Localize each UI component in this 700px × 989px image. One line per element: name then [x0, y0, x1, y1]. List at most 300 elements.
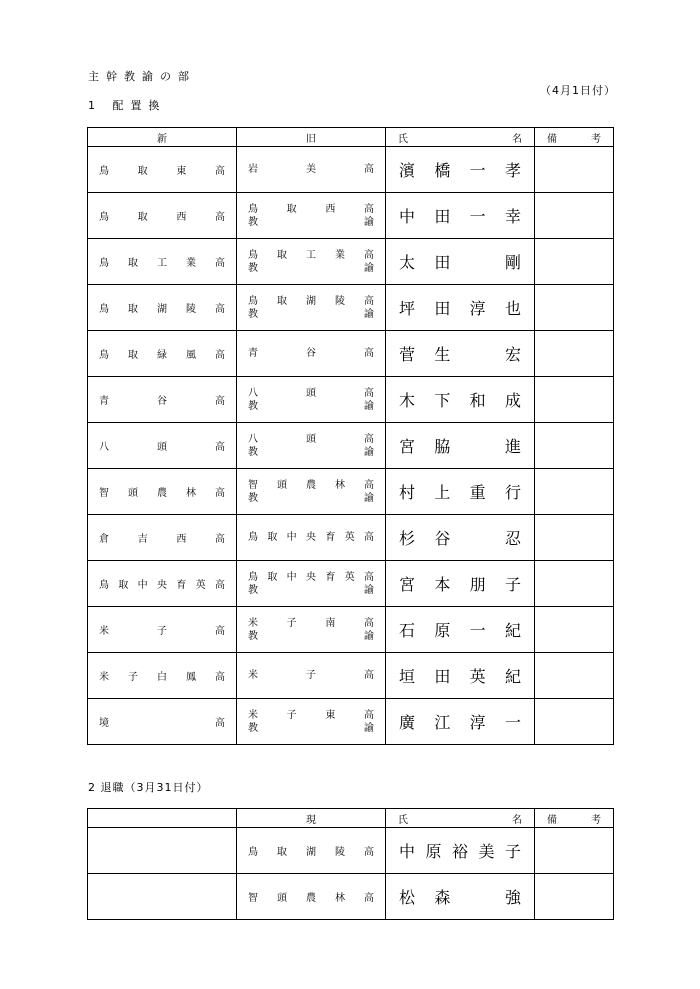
char: 取 [118, 580, 129, 591]
old-school [237, 699, 385, 744]
table-row [88, 285, 614, 331]
char: 取 [267, 532, 278, 543]
person-name-cell [386, 561, 535, 607]
char: 子 [306, 670, 316, 681]
new-school-cell [88, 699, 237, 745]
char: 氏 [398, 814, 408, 826]
char: 諭 [364, 722, 374, 734]
char: 中 [137, 580, 148, 591]
current-school-cell [237, 874, 386, 920]
person-name-cell [386, 423, 535, 469]
char: 智 [248, 893, 258, 904]
old-school-name [248, 531, 374, 544]
name-char: 子 [504, 842, 521, 861]
effective-date: （4月1日付） [540, 84, 616, 97]
remarks-cell [535, 874, 614, 920]
col-header-blank [88, 809, 237, 828]
char: 青 [99, 396, 109, 407]
name-char: 菅 [399, 345, 416, 364]
char: 教 [248, 400, 258, 412]
person-name [386, 342, 534, 365]
char: 諭 [364, 400, 374, 412]
name-char: 和 [469, 391, 486, 410]
old-school-name [248, 295, 374, 308]
char: 智 [248, 479, 258, 491]
char: 智 [99, 488, 109, 499]
name-char: 幸 [504, 207, 521, 226]
table-row [88, 561, 614, 607]
name-char: 田 [434, 299, 451, 318]
char: 高 [363, 709, 374, 721]
new-school [88, 668, 236, 683]
remarks-cell [535, 423, 614, 469]
char: 高 [364, 164, 374, 175]
old-position [248, 492, 374, 505]
old-school-name [248, 203, 374, 216]
name-char: 松 [399, 888, 416, 907]
person-name-cell [386, 515, 535, 561]
new-school-cell [88, 193, 237, 239]
remarks-cell [535, 285, 614, 331]
char: 谷 [157, 396, 167, 407]
char: 高 [215, 626, 225, 637]
name-char: 成 [504, 391, 521, 410]
current-school-cell [237, 828, 386, 874]
char: 育 [325, 571, 336, 583]
name-char: 田 [434, 667, 451, 686]
current-school [237, 889, 385, 904]
char: 取 [277, 847, 287, 858]
char: 緑 [157, 350, 167, 361]
person-name [386, 839, 534, 862]
char: 高 [214, 534, 225, 545]
char: 陵 [335, 847, 345, 858]
name-char: 進 [504, 437, 521, 456]
old-school [237, 607, 385, 652]
char: 取 [137, 212, 148, 223]
old-position [248, 630, 374, 643]
char: 取 [277, 295, 287, 307]
old-school [237, 147, 385, 192]
name-char: 原 [434, 621, 451, 640]
name-char: 江 [434, 713, 451, 732]
new-school [88, 300, 236, 315]
char: 鳥 [99, 304, 109, 315]
remarks-cell [535, 331, 614, 377]
char: 高 [215, 442, 225, 453]
name-char: 森 [434, 888, 451, 907]
name-char: 重 [469, 483, 486, 502]
person-name [386, 158, 534, 181]
section1-title: 1 配置換 [88, 99, 167, 112]
col-header-remarks [535, 809, 614, 828]
table-row [88, 193, 614, 239]
old-school-name [248, 669, 374, 682]
old-school-name [248, 387, 374, 400]
new-school [88, 484, 236, 499]
char: 米 [248, 709, 258, 721]
char: 高 [214, 166, 225, 177]
table-row [88, 423, 614, 469]
new-school [88, 622, 236, 637]
person-name-cell [386, 331, 535, 377]
name-char: 原 [425, 842, 442, 861]
name-char: 英 [469, 667, 486, 686]
char: 英 [344, 571, 355, 583]
char: 教 [248, 584, 258, 596]
table-row [88, 699, 614, 745]
name-char: 田 [434, 207, 451, 226]
new-school [88, 392, 236, 407]
char: 吉 [137, 534, 148, 545]
new-school [88, 576, 236, 591]
char: 高 [363, 571, 374, 583]
retirement-table [87, 808, 614, 920]
old-school-cell [237, 469, 386, 515]
remarks-cell [535, 377, 614, 423]
char: 東 [176, 166, 187, 177]
char: 鳳 [186, 672, 196, 683]
col-header-name [386, 128, 535, 147]
char: 諭 [364, 492, 374, 504]
char: 米 [99, 672, 109, 683]
person-name [386, 664, 534, 687]
char: 諭 [364, 216, 374, 228]
person-name-cell [386, 377, 535, 423]
col-header-name-text [386, 130, 534, 145]
name-char: 宏 [504, 345, 521, 364]
old-school-cell [237, 607, 386, 653]
char: 高 [363, 203, 374, 215]
old-position [248, 308, 374, 321]
char: 林 [335, 893, 345, 904]
char: 高 [363, 532, 374, 543]
old-school-name [248, 433, 374, 446]
char: 境 [99, 718, 109, 729]
name-char: 朋 [469, 575, 486, 594]
char: 取 [128, 350, 138, 361]
old-position [248, 584, 374, 597]
table-row [88, 147, 614, 193]
col-header-old: 旧 [237, 128, 386, 147]
remarks-cell [535, 469, 614, 515]
char: 諭 [364, 630, 374, 642]
char: 取 [277, 249, 287, 261]
new-school-cell [88, 653, 237, 699]
name-char: 垣 [399, 667, 416, 686]
col-header-current: 現 [237, 809, 386, 828]
name-char: 下 [434, 391, 451, 410]
char: 名 [512, 814, 522, 826]
name-char: 也 [504, 299, 521, 318]
name-char: 子 [504, 575, 521, 594]
name-char: 忍 [504, 529, 521, 548]
col-header-remarks-text [535, 811, 613, 826]
name-char: 橋 [434, 161, 451, 180]
char: 白 [157, 672, 167, 683]
char: 鳥 [99, 166, 109, 177]
char: 高 [215, 258, 225, 269]
old-school-name [248, 163, 374, 176]
table-row [88, 239, 614, 285]
old-school [237, 653, 385, 698]
char: 鳥 [248, 295, 258, 307]
name-char: 石 [399, 621, 416, 640]
old-school-cell [237, 515, 386, 561]
person-name-cell [386, 653, 535, 699]
person-name-cell [386, 193, 535, 239]
old-school-cell [237, 377, 386, 423]
char: 工 [306, 249, 316, 261]
name-char: 杉 [399, 529, 416, 548]
old-school-name [248, 347, 374, 360]
name-char: 田 [434, 253, 451, 272]
char: 八 [248, 387, 258, 399]
table-row [88, 377, 614, 423]
char: 東 [325, 709, 336, 721]
new-school-cell [88, 515, 237, 561]
char: 高 [364, 479, 374, 491]
name-char: 一 [469, 207, 486, 226]
table-row [88, 653, 614, 699]
char: 高 [363, 617, 374, 629]
char: 南 [325, 617, 336, 629]
char: 頭 [157, 442, 167, 453]
remarks-cell [535, 147, 614, 193]
new-school [88, 162, 236, 177]
name-char: 一 [469, 161, 486, 180]
table-row [88, 607, 614, 653]
char: 備 [547, 814, 557, 826]
new-school-cell [88, 147, 237, 193]
char: 農 [157, 488, 167, 499]
char: 子 [286, 709, 297, 721]
char: 頭 [306, 387, 316, 399]
char: 高 [364, 433, 374, 445]
old-school [237, 561, 385, 606]
person-name-cell [386, 285, 535, 331]
char: 高 [215, 396, 225, 407]
char: 取 [128, 304, 138, 315]
char: 中 [286, 571, 297, 583]
col-header-name-text [386, 811, 534, 826]
name-char: 淳 [469, 713, 486, 732]
char: 陵 [186, 304, 196, 315]
person-name [386, 526, 534, 549]
char: 諭 [364, 308, 374, 320]
char: 教 [248, 492, 258, 504]
name-char: 強 [504, 888, 521, 907]
new-school-cell [88, 423, 237, 469]
old-position [248, 446, 374, 459]
remarks-cell [535, 515, 614, 561]
char: 鳥 [248, 249, 258, 261]
new-school [88, 530, 236, 545]
old-school [237, 193, 385, 238]
char: 美 [306, 164, 316, 175]
old-school-cell [237, 147, 386, 193]
char: 鳥 [99, 580, 109, 591]
new-school-cell [88, 377, 237, 423]
table-row [88, 331, 614, 377]
char: 湖 [157, 304, 167, 315]
table-row [88, 828, 614, 874]
name-char: 坪 [399, 299, 416, 318]
person-name [386, 618, 534, 641]
char: 林 [335, 479, 345, 491]
name-char: 中 [399, 842, 416, 861]
char: 取 [128, 258, 138, 269]
char: 業 [335, 249, 345, 261]
char: 中 [286, 532, 297, 543]
char: 取 [286, 203, 297, 215]
new-school-cell [88, 239, 237, 285]
char: 湖 [306, 295, 316, 307]
char: 鳥 [248, 203, 258, 215]
char: 教 [248, 630, 258, 642]
char: 岩 [248, 164, 258, 175]
char: 央 [305, 532, 316, 543]
char: 鳥 [99, 258, 109, 269]
char: 鳥 [248, 571, 258, 583]
table-header-row [88, 809, 614, 828]
person-name [386, 296, 534, 319]
name-char: 裕 [451, 842, 468, 861]
person-name-cell [386, 874, 535, 920]
old-school-cell [237, 423, 386, 469]
current-school [237, 843, 385, 858]
char: 頭 [277, 893, 287, 904]
name-char: 宮 [399, 437, 416, 456]
name-char: 紀 [504, 621, 521, 640]
person-name-cell [386, 147, 535, 193]
person-name [386, 434, 534, 457]
name-char: 上 [434, 483, 451, 502]
char: 工 [157, 258, 167, 269]
char: 高 [364, 847, 374, 858]
char: 陵 [335, 295, 345, 307]
remarks-cell [535, 699, 614, 745]
person-name-cell [386, 239, 535, 285]
person-name [386, 388, 534, 411]
char: 央 [305, 571, 316, 583]
char: 倉 [99, 534, 109, 545]
char: 育 [176, 580, 187, 591]
person-name-cell [386, 607, 535, 653]
remarks-cell [535, 193, 614, 239]
char: 高 [215, 672, 225, 683]
table-header-row [88, 128, 614, 147]
char: 教 [248, 446, 258, 458]
old-school [237, 285, 385, 330]
char: 氏 [398, 133, 408, 145]
char: 高 [364, 249, 374, 261]
char: 高 [364, 295, 374, 307]
old-school-name [248, 249, 374, 262]
table-row [88, 874, 614, 920]
name-char: 紀 [504, 667, 521, 686]
person-name [386, 250, 534, 273]
old-school-cell [237, 193, 386, 239]
new-school-cell [88, 607, 237, 653]
char: 高 [215, 488, 225, 499]
new-school-cell [88, 285, 237, 331]
name-char: 淳 [469, 299, 486, 318]
name-char: 剛 [504, 253, 521, 272]
old-school-name [248, 617, 374, 630]
name-char: 脇 [434, 437, 451, 456]
remarks-cell [535, 828, 614, 874]
new-school-cell [88, 331, 237, 377]
char: 米 [248, 670, 258, 681]
col-header-new: 新 [88, 128, 237, 147]
name-char: 谷 [434, 529, 451, 548]
old-position [248, 400, 374, 413]
char: 子 [128, 672, 138, 683]
char: 鳥 [99, 350, 109, 361]
char: 備 [547, 133, 557, 145]
new-school-cell [88, 469, 237, 515]
char: 教 [248, 308, 258, 320]
char: 教 [248, 722, 258, 734]
col-header-remarks [535, 128, 614, 147]
char: 農 [306, 479, 316, 491]
old-school-cell [237, 699, 386, 745]
remarks-cell [535, 561, 614, 607]
name-char: 木 [399, 391, 416, 410]
old-school-cell [237, 653, 386, 699]
char: 高 [215, 350, 225, 361]
char: 西 [176, 212, 187, 223]
old-school [237, 515, 385, 560]
transfer-table [87, 127, 614, 745]
char: 風 [186, 350, 196, 361]
name-char: 濱 [399, 161, 416, 180]
char: 諭 [364, 262, 374, 274]
char: 考 [591, 133, 601, 145]
char: 諭 [364, 446, 374, 458]
name-char: 孝 [504, 161, 521, 180]
char: 高 [214, 212, 225, 223]
char: 鳥 [99, 212, 109, 223]
char: 高 [215, 718, 225, 729]
char: 青 [248, 348, 258, 359]
old-school-cell [237, 331, 386, 377]
char: 名 [512, 133, 522, 145]
char: 西 [176, 534, 187, 545]
blank-cell [88, 828, 237, 874]
char: 取 [137, 166, 148, 177]
name-char: 宮 [399, 575, 416, 594]
name-char: 行 [504, 483, 521, 502]
old-school-cell [237, 239, 386, 285]
char: 谷 [306, 348, 316, 359]
char: 考 [591, 814, 601, 826]
new-school [88, 254, 236, 269]
name-char: 本 [434, 575, 451, 594]
char: 高 [364, 387, 374, 399]
char: 子 [286, 617, 297, 629]
char: 教 [248, 262, 258, 274]
table-row [88, 515, 614, 561]
remarks-cell [535, 239, 614, 285]
char: 高 [215, 304, 225, 315]
char: 林 [186, 488, 196, 499]
person-name-cell [386, 699, 535, 745]
blank-cell [88, 874, 237, 920]
char: 鳥 [248, 847, 258, 858]
char: 子 [157, 626, 167, 637]
